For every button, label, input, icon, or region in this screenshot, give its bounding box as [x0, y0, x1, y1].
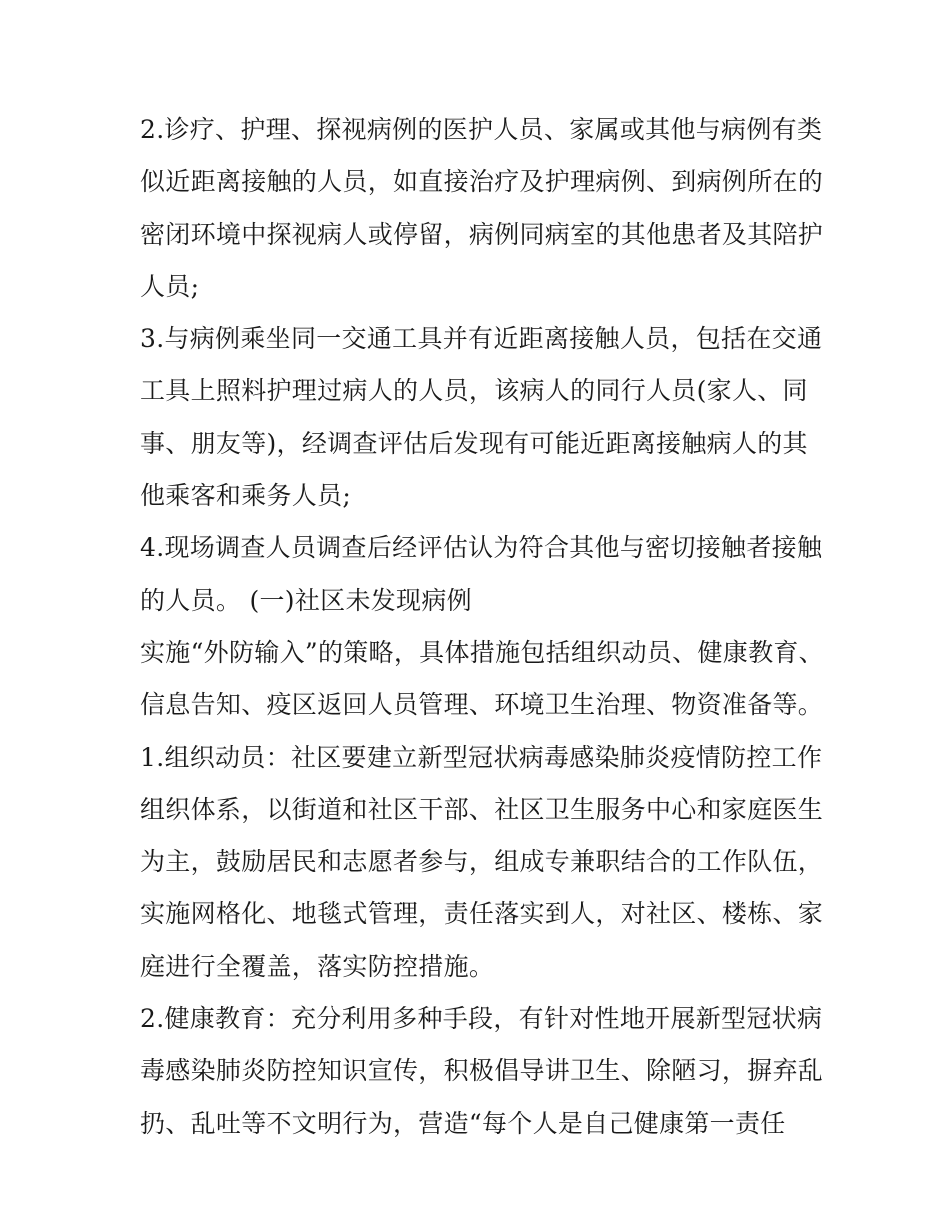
text-line: 庭进行全覆盖，落实防控措施。	[140, 951, 495, 981]
text-line: 他乘客和乘务人员;	[140, 481, 352, 511]
text-line: 密闭环境中探视病人或停留，病例同病室的其他患者及其陪护	[140, 219, 824, 249]
text-line: 人员;	[140, 271, 200, 301]
text-line: 工具上照料护理过病人的人员，该病人的同行人员(家人、同	[140, 376, 808, 406]
document-body	[140, 108, 830, 1154]
text-line: 2.诊疗、护理、探视病例的医护人员、家属或其他与病例有类	[140, 115, 823, 144]
text-line: 3.与病例乘坐同一交通工具并有近距离接触人员，包括在交通	[140, 324, 823, 354]
text-line: 1.组织动员：社区要建立新型冠状病毒感染肺炎疫情防控工作	[140, 742, 823, 772]
text-line: 似近距离接触的人员，如直接治疗及护理病例、到病例所在的	[140, 167, 824, 197]
text-line: 信息告知、疫区返回人员管理、环境卫生治理、物资准备等。	[140, 690, 824, 720]
text-line: 实施“外防输入”的策略，具体措施包括组织动员、健康教育、	[140, 637, 824, 667]
text-line: 4.现场调查人员调查后经评估认为符合其他与密切接触者接触	[140, 533, 823, 563]
text-line: 组织体系，以街道和社区干部、社区卫生服务中心和家庭医生	[140, 794, 824, 824]
text-line: 毒感染肺炎防控知识宣传，积极倡导讲卫生、除陋习，摒弃乱	[140, 1056, 824, 1086]
text-line: 为主，鼓励居民和志愿者参与，组成专兼职结合的工作队伍，	[140, 847, 824, 877]
text-line: 2.健康教育：充分利用多种手段，有针对性地开展新型冠状病	[140, 1004, 823, 1034]
text-line: 事、朋友等)，经调查评估后发现有可能近距离接触病人的其	[140, 428, 808, 458]
text-line: 的人员。 (一)社区未发现病例	[140, 585, 472, 615]
text-line: 扔、乱吐等不文明行为，营造“每个人是自己健康第一责任	[140, 1108, 786, 1138]
text-line: 实施网格化、地毯式管理，责任落实到人，对社区、楼栋、家	[140, 899, 824, 929]
